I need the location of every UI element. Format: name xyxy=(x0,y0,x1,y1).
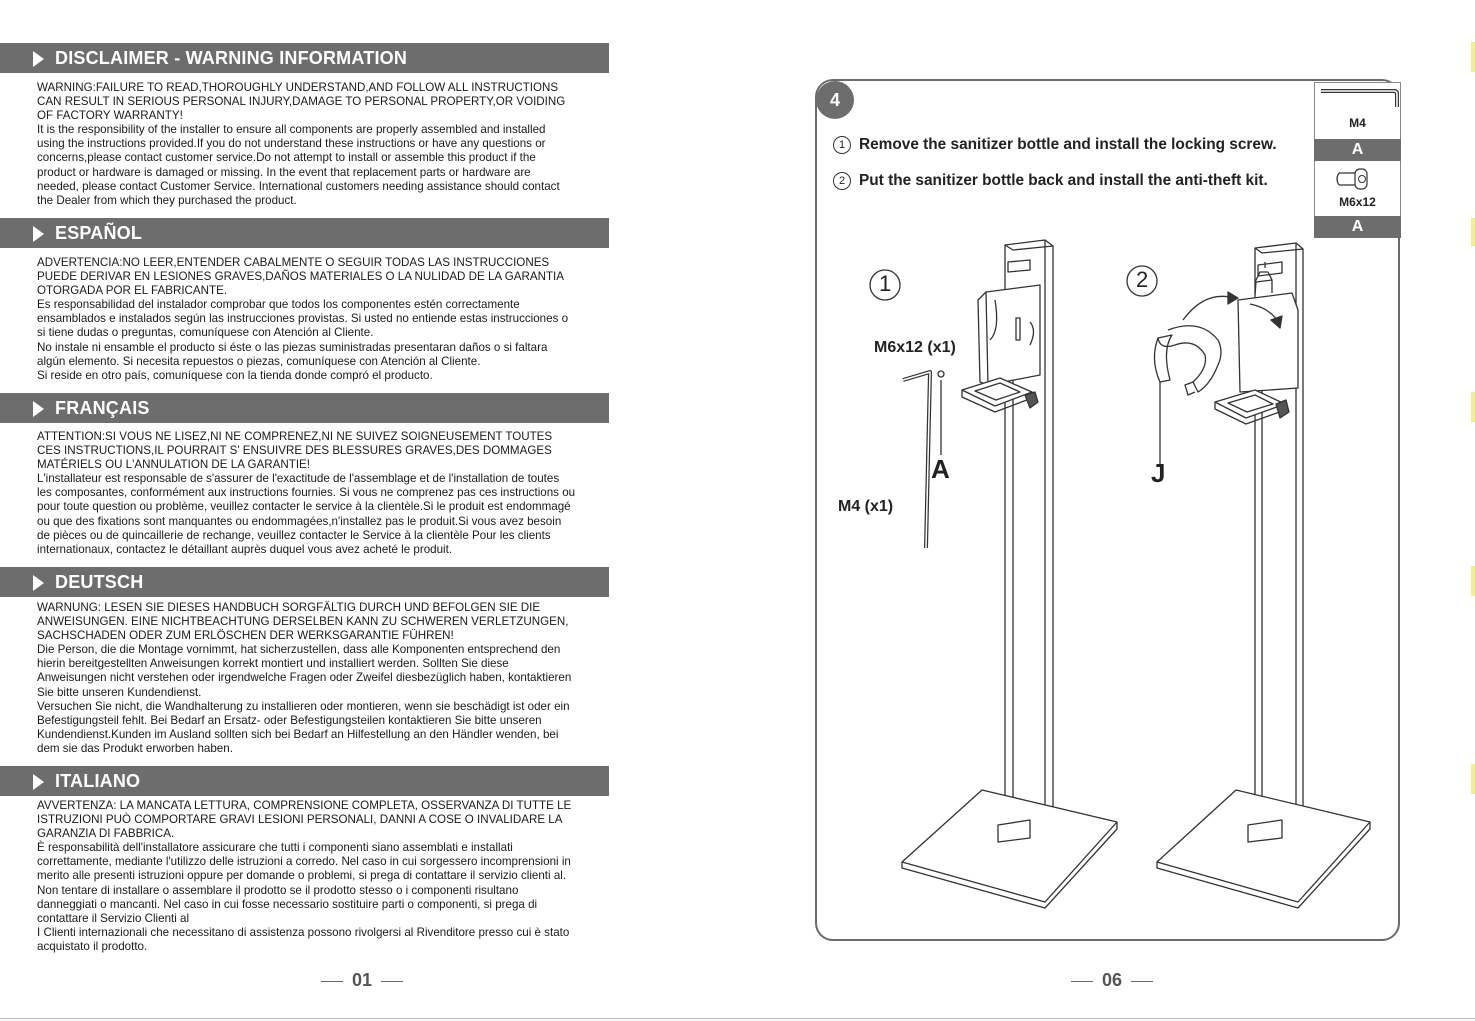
section-line: danneggiati o mancanti. Nel caso in cui fosse necessario sostituire parti o componenti, si prega di xyxy=(37,897,538,911)
section-header-francais xyxy=(0,393,609,423)
edge-mark xyxy=(1471,392,1475,422)
section-body-italiano xyxy=(37,799,612,954)
section-line: the Dealer from which they purchased the product. xyxy=(37,193,297,207)
callout-j: J xyxy=(1151,458,1166,488)
triangle-bullet-icon xyxy=(33,401,44,417)
section-line: It is the responsibility of the installer to ensure all components are properly assembled and installed xyxy=(37,123,546,137)
part-m4-letter: A xyxy=(1314,139,1401,161)
screw-label: M6x12 (x1) xyxy=(874,339,956,356)
section-line: algún elemento. Si necesita repuestos o piezas, comuníquese con Atención al Cliente. xyxy=(37,354,481,368)
section-line: No instale ni ensamble el producto si éste o las piezas suministradas presentaran daños o si faltara xyxy=(37,340,548,354)
section-line: AVVERTENZA: LA MANCATA LETTURA, COMPRENSIONE COMPLETA, OSSERVANZA DI TUTTE LE xyxy=(37,799,572,812)
allen-key-label: M4 (x1) xyxy=(838,498,894,515)
section-line: CAN RESULT IN SERIOUS PERSONAL INJURY,DAMAGE TO PERSONAL PROPERTY,OR VOIDING xyxy=(37,95,566,109)
section-line: correttamente, mediante l'utilizzo delle istruzioni a corredo. Nel caso in cui sorgessero incomprensioni in xyxy=(37,855,571,869)
section-title: DEUTSCH xyxy=(55,572,144,592)
section-line: OTORGADA POR EL FABRICANTE. xyxy=(37,284,228,298)
section-header-deutsch xyxy=(0,567,609,597)
section-line: ANWEISUNGEN. EINE NICHTBEACHTUNG DERSELBEN KANN ZU SCHWEREN VERLETZUNGEN, xyxy=(37,615,569,629)
section-line: Anweisungen nicht verstehen oder irgendwelche Fragen oder Zweifel diesbezüglich haben, kontaktieren xyxy=(37,671,572,685)
section-line: concerns,please contact customer service.Do not attempt to install or assemble this product if the xyxy=(37,151,536,165)
section-line: SACHSCHADEN ODER ZUM ERLÖSCHEN DER WERKSGARANTIE FÜHREN! xyxy=(37,629,454,643)
section-line: Versuchen Sie nicht, die Wandhalterung zu installieren oder montieren, wenn sie beschädigt ist oder ein xyxy=(37,699,570,713)
section-line: ATTENTION:SI VOUS NE LISEZ,NI NE COMPRENEZ,NI NE SUIVEZ SOIGNEUSEMENT TOUTES xyxy=(37,430,553,443)
section-line: WARNING:FAILURE TO READ,THOROUGHLY UNDERSTAND,AND FOLLOW ALL INSTRUCTIONS xyxy=(37,81,559,94)
section-line: les composantes, conformément aux instructions fournies. Si vous ne comprenez pas ces instructions ou xyxy=(37,486,576,500)
section-line: using the instructions provided.If you do not understand these instructions or have any questions or xyxy=(37,137,546,151)
section-line: I Clienti internazionali che necessitano di assistenza possono rivolgersi al Rivenditore presso cui è stato xyxy=(37,925,570,939)
part-m4 xyxy=(1314,82,1401,139)
left-page-number: 01 xyxy=(302,970,422,991)
section-line: ISTRUZIONI PUÒ COMPORTARE GRAVI LESIONI PERSONALI, DANNI A COSE O INVALIDARE LA xyxy=(37,813,563,827)
section-line: GARANZIA DI FABBRICA. xyxy=(37,827,175,841)
triangle-bullet-icon xyxy=(33,51,44,67)
instruction-2 xyxy=(833,172,1268,190)
edge-mark xyxy=(1471,764,1475,794)
section-line: Sie bitte unseren Kundendienst. xyxy=(37,685,202,699)
section-line: Die Person, die die Montage vornimmt, hat sicherzustellen, dass alle Komponenten entsprechend den xyxy=(37,643,561,657)
section-line: merito alle presenti istruzioni oppure per domande o problemi, si prega di contattare il servizio clienti al. xyxy=(37,869,567,883)
section-body-francais xyxy=(37,430,612,557)
section-body-espanol xyxy=(37,256,612,383)
left-page xyxy=(0,0,612,1021)
section-header-espanol xyxy=(0,218,609,248)
figure-2-marker: 2 xyxy=(1136,267,1149,292)
part-m4-label: M4 xyxy=(1349,116,1366,130)
step-number-badge: 4 xyxy=(816,81,854,119)
section-line: contattare il Servizio Clienti al xyxy=(37,911,190,925)
section-line: de pièces ou de quincaillerie de rechange, veuillez contacter le Service à la clientèle Pour les clients xyxy=(37,528,551,542)
section-title: FRANÇAIS xyxy=(55,398,150,418)
section-line: Befestigungsteil fehlt. Bei Bedarf an Ersatz- oder Befestigungsteilen kontaktieren Sie bitte unseren xyxy=(37,713,542,727)
figure-1-marker: 1 xyxy=(879,271,892,296)
section-title: DISCLAIMER - WARNING INFORMATION xyxy=(55,48,408,68)
section-line: internationaux, contactez le détaillant auprès duquel vous avez acheté le produit. xyxy=(37,542,453,556)
part-m6x12-letter: A xyxy=(1314,216,1401,238)
section-line: Kundendienst.Kunden im Ausland sollten sich bei Bedarf an Hilfestellung an den Händler wenden, bei xyxy=(37,727,559,741)
section-line: pour toute question ou problème, veuillez contacter le service à la clientèle.Si le produit est endommagé xyxy=(37,500,571,514)
section-line: PUEDE DERIVAR EN LESIONES GRAVES,DAÑOS MATERIALES O LA NULIDAD DE LA GARANTIA xyxy=(37,270,565,284)
instruction-2-text: Put the sanitizer bottle back and install the anti-theft kit. xyxy=(859,172,1268,189)
triangle-bullet-icon xyxy=(33,575,44,591)
section-line: Es responsabilidad del instalador comprobar que todos los componentes estén correctamente xyxy=(37,298,520,312)
allen-key-icon xyxy=(1315,83,1400,113)
section-line: Si reside en otro país, comuníquese con la tienda donde compró el producto. xyxy=(37,368,433,382)
section-line: acquistato il prodotto. xyxy=(37,939,148,953)
section-title: ITALIANO xyxy=(55,771,141,791)
section-header-disclaimer xyxy=(0,43,609,73)
section-body-deutsch xyxy=(37,601,612,756)
section-line: product or hardware is damaged or missing. In the event that replacement parts or hardware are xyxy=(37,165,531,179)
edge-mark xyxy=(1471,42,1475,72)
section-line: dem sie das Produkt erworben haben. xyxy=(37,741,233,755)
edge-mark xyxy=(1471,566,1475,596)
instruction-2-number: 2 xyxy=(833,172,851,190)
section-header-italiano xyxy=(0,766,609,796)
section-line: CES INSTRUCTIONS,IL POURRAIT S' ENSUIVRE DES BLESSURES GRAVES,DES DOMMAGES xyxy=(37,444,552,458)
section-line: È responsabilità dell'installatore assicurare che tutti i componenti siano assemblati e installati xyxy=(37,841,513,855)
step-panel xyxy=(815,79,1400,941)
bottom-rule xyxy=(0,1018,1475,1019)
section-line: hierin bereitgestellten Anweisungen korrekt montiert und installiert werden. Sollten Sie diese xyxy=(37,657,509,671)
part-m6x12 xyxy=(1314,161,1401,216)
section-line: L'installateur est responsable de s'assurer de l'exactitude de l'assemblage et de l'installation de toutes xyxy=(37,472,560,486)
section-line: WARNUNG: LESEN SIE DIESES HANDBUCH SORGFÄLTIG DURCH UND BEFOLGEN SIE DIE xyxy=(37,601,541,614)
section-line: ou que des fixations sont manquantes ou endommagées,n'installez pas le produit.Si vous avez besoin xyxy=(37,514,562,528)
triangle-bullet-icon xyxy=(33,226,44,242)
section-line: ADVERTENCIA:NO LEER,ENTENDER CABALMENTE O SEGUIR TODAS LAS INSTRUCCIONES xyxy=(37,256,550,269)
callout-a: A xyxy=(931,454,950,484)
edge-mark xyxy=(1471,218,1475,246)
instruction-1 xyxy=(833,136,1277,154)
section-line: OF FACTORY WARRANTY! xyxy=(37,109,183,123)
section-body-disclaimer xyxy=(37,81,612,208)
right-page-number: 06 xyxy=(1052,970,1172,991)
section-line: Non tentare di installare o assemblare il prodotto se il prodotto stesso o i componenti risultano xyxy=(37,883,519,897)
section-line: si tiene dudas o preguntas, comuníquese con Atención al Cliente. xyxy=(37,326,374,340)
screw-icon xyxy=(1315,161,1400,193)
instruction-1-number: 1 xyxy=(833,136,851,154)
triangle-bullet-icon xyxy=(33,774,44,790)
instruction-1-text: Remove the sanitizer bottle and install the locking screw. xyxy=(859,136,1277,153)
section-title: ESPAÑOL xyxy=(55,223,143,243)
parts-list xyxy=(1314,82,1401,238)
part-m6x12-label: M6x12 xyxy=(1339,195,1376,209)
section-line: ensamblados e instalados según las instrucciones provistas. Si usted no entiende estas instrucciones o xyxy=(37,312,569,326)
section-line: MATÉRIELS OU L'ANNULATION DE LA GARANTIE! xyxy=(37,458,311,472)
section-line: needed, please contact Customer Service. International customers needing assistance should contact xyxy=(37,179,560,193)
